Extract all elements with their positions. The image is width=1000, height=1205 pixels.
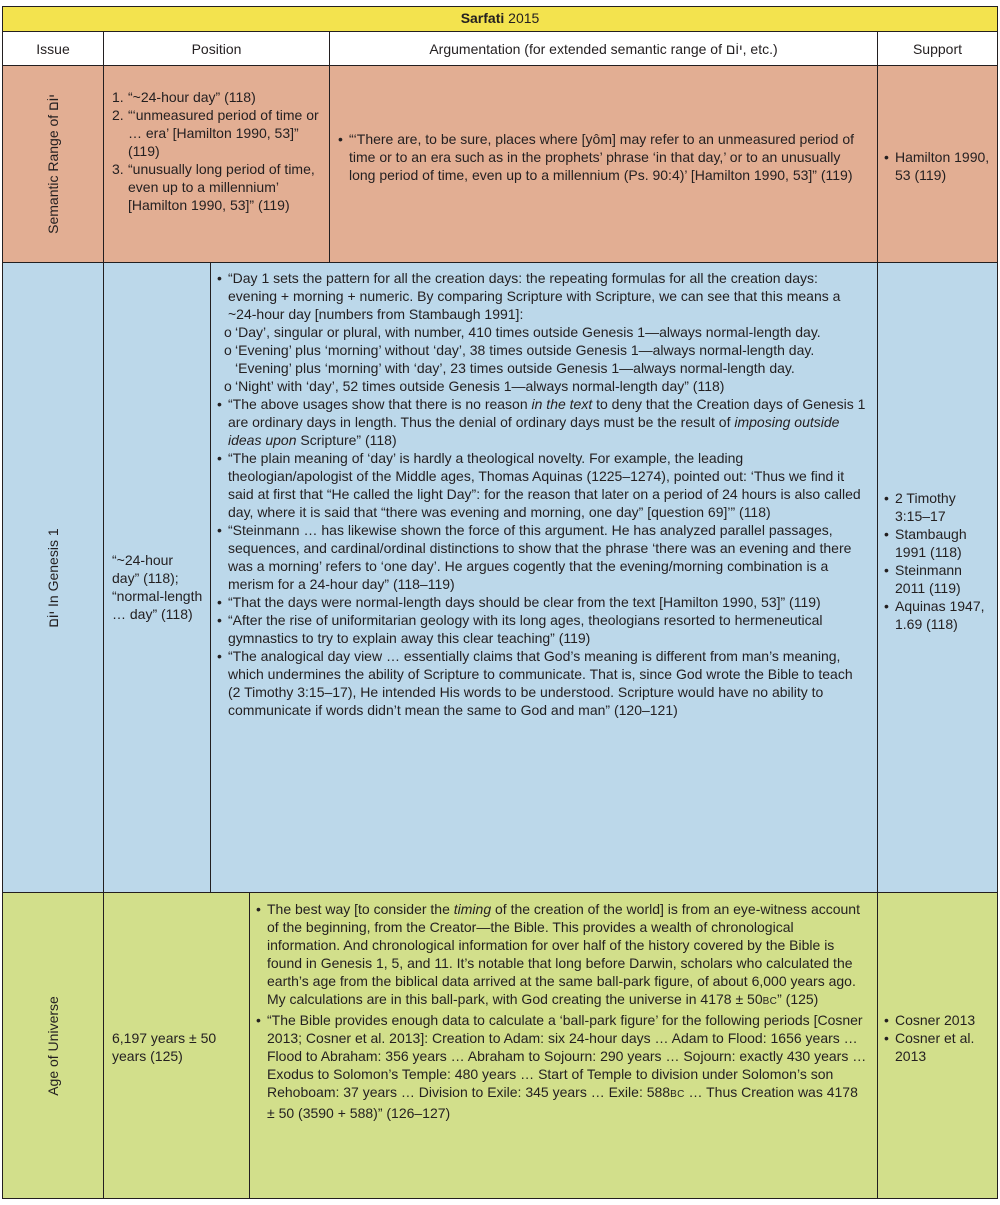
list-item: 1. “~24-hour day” (118) [112,89,256,105]
position-text: “~24-hour day” (118); “normal-length … day” (118) [112,552,203,622]
position-list [112,88,324,214]
support-list [884,148,994,184]
support-semantic-range [878,66,998,263]
header-support: Support [878,32,998,66]
argument-list [338,130,868,184]
sub-list-item: o ‘Night’ with ‘day’, 52 times outside Genesis 1—always normal-length day” (118) [224,378,725,394]
list-item: 2. “‘unmeasured period of time or … era’ [Hamilton 1990, 53]” (119) [112,107,319,159]
list-item: • 2 Timothy 3:15–17 [884,489,992,525]
sub-list-item: o ‘Evening’ plus ‘morning’ without ‘day’, 38 times outside Genesis 1—always normal-length day. ‘Evening’ plus ‘morning’ with ‘day’, 23 times outside Genesis 1—always normal-length day. [224,342,815,376]
table-title [2,6,998,32]
list-item: • “The Bible provides enough data to calculate a ‘ball-park figure’ for the following periods [Cosner 2013; Cosner et al. 2013]: Creation to Adam: six 24-hour days … Adam to Flood: 1656 years … Flood to Abraham: 356 years … Abraham to Sojourn: 290 years … Sojourn: exactly 430 years … Exodus to Solomon’s Temple: 480 years … Start of Temple to division under Solomon’s son Rehoboam: 37 years … Division to Exile: 345 years … Exile: 588BC … Thus Creation was 4178 ± 50 (3590 + 588)” (126–127) [256,1011,868,1122]
list-item: • “The above usages show that there is no reason in the text to deny that the Creation days of Genesis 1 are ordinary days in length. Thus the denial of ordinary days must be the result of imposing outside ideas upon Scripture” (118) [217,395,867,449]
position-semantic-range [104,66,330,263]
argument-list [256,900,868,1122]
issue-yom-genesis [2,263,104,893]
header-position: Position [104,32,330,66]
support-list [884,1011,992,1065]
issue-semantic-range [2,66,104,263]
list-item: • Aquinas 1947, 1.69 (118) [884,597,992,633]
title-year: 2015 [508,10,540,26]
position-text: 6,197 years ± 50 years (125) [112,1030,217,1064]
issue-age-universe [2,893,104,1199]
header-argumentation: Argumentation (for extended semantic range of יוֹם, etc.) [330,32,878,66]
list-item: • Hamilton 1990, 53 (119) [884,148,994,184]
list-item: • Cosner et al. 2013 [884,1029,992,1065]
argument-yom-genesis [211,263,878,893]
list-item: • “Steinmann … has likewise shown the force of this argument. He has analyzed parallel passages, sequences, and cardinal/ordinal distinctions to show that the phrase ‘there was an evening and there was a morning’ refers to ‘one day’. He argues cogently that the evening/morning combination is a merism for a 24-hour day” (118–119) [217,521,867,593]
list-item: • The best way [to consider the timing of the creation of the world] is from an eye-witness account of the beginning, from the Creator—the Bible. This provides a wealth of chronological information. And chronological information for over half of the history covered by the Bible is found in Genesis 1, 5, and 11. It’s notable that long before Darwin, scholars who calculated the earth’s age from the biblical data arrived at the same ball-park figure, of about 6,000 years ago. My calculations are in this ball-park, with God creating the universe in 4178 ± 50BC” (125) [256,900,868,1011]
argument-semantic-range [330,66,878,263]
list-item: • “Day 1 sets the pattern for all the creation days: the repeating formulas for all the creation days: evening + morning + numeric. By comparing Scripture with Scripture, we can see that this means a ~24-hour day [numbers from Stambaugh 1991]: o ‘Day’, singular or plural, with number, 410 times outside Genesis 1—always normal-length day. o ‘Evening’ plus ‘morning’ without ‘day’, 38 times outside Genesis 1—always normal-length day. ‘Evening’ plus ‘morning’ with ‘day’, 23 times outside Genesis 1—always normal-length day. o ‘Night’ with ‘day’, 52 times outside Genesis 1—always normal-length day” (118) [217,269,867,395]
list-item: • “The analogical day view … essentially claims that God’s meaning is different from man’s meaning, which undermines the ability of Scripture to communicate. That is, since God wrote the Bible to teach (2 Timothy 3:15–17), He intended His words to be understood. Scripture would have no ability to communicate if words didn’t mean the same to God and man” (120–121) [217,647,867,719]
support-list [884,489,992,633]
issue-label-semantic: Semantic Range of יוֹם [45,94,61,234]
argument-list [217,269,867,719]
header-issue: Issue [2,32,104,66]
list-item: • “After the rise of uniformitarian geology with its long ages, theologians resorted to hermeneutical gymnastics to try to explain away this clear teaching” (119) [217,611,867,647]
issue-label-age: Age of Universe [45,995,61,1096]
argument-age-universe [250,893,878,1199]
issue-label-genesis: יוֹם In Genesis 1 [45,527,61,628]
list-item: • Steinmann 2011 (119) [884,561,992,597]
position-age-universe [104,893,250,1199]
sub-list [217,323,867,395]
support-yom-genesis [878,263,998,893]
position-yom-genesis [104,263,211,893]
list-item: 3. “unusually long period of time, even up to a millennium’ [Hamilton 1990, 53]” (119) [112,161,315,213]
comparison-table [2,6,998,1199]
title-author: Sarfati [460,10,505,26]
support-age-universe [878,893,998,1199]
sub-list-item: o ‘Day’, singular or plural, with number, 410 times outside Genesis 1—always normal-length day. [224,324,821,340]
list-item: • “That the days were normal-length days should be clear from the text [Hamilton 1990, 53]” (119) [217,593,867,611]
list-item: • Cosner 2013 [884,1011,992,1029]
list-item: • Stambaugh 1991 (118) [884,525,992,561]
list-item: • “The plain meaning of ‘day’ is hardly a theological novelty. For example, the leading theologian/apologist of the Middle ages, Thomas Aquinas (1225–1274), pointed out: ‘Thus we find it said at first that “He called the light Day”: for the reason that later on a period of 24 hours is also called day, where it is said that “there was evening and morning, one day” [question 69]’” (118) [217,449,867,521]
list-item: • “‘There are, to be sure, places where [yôm] may refer to an unmeasured period of time or to an era such as in the prophets’ phrase ‘in that day,’ or to an unusually long period of time, even up to a millennium (Ps. 90:4)’ [Hamilton 1990, 53]” (119) [338,130,868,184]
